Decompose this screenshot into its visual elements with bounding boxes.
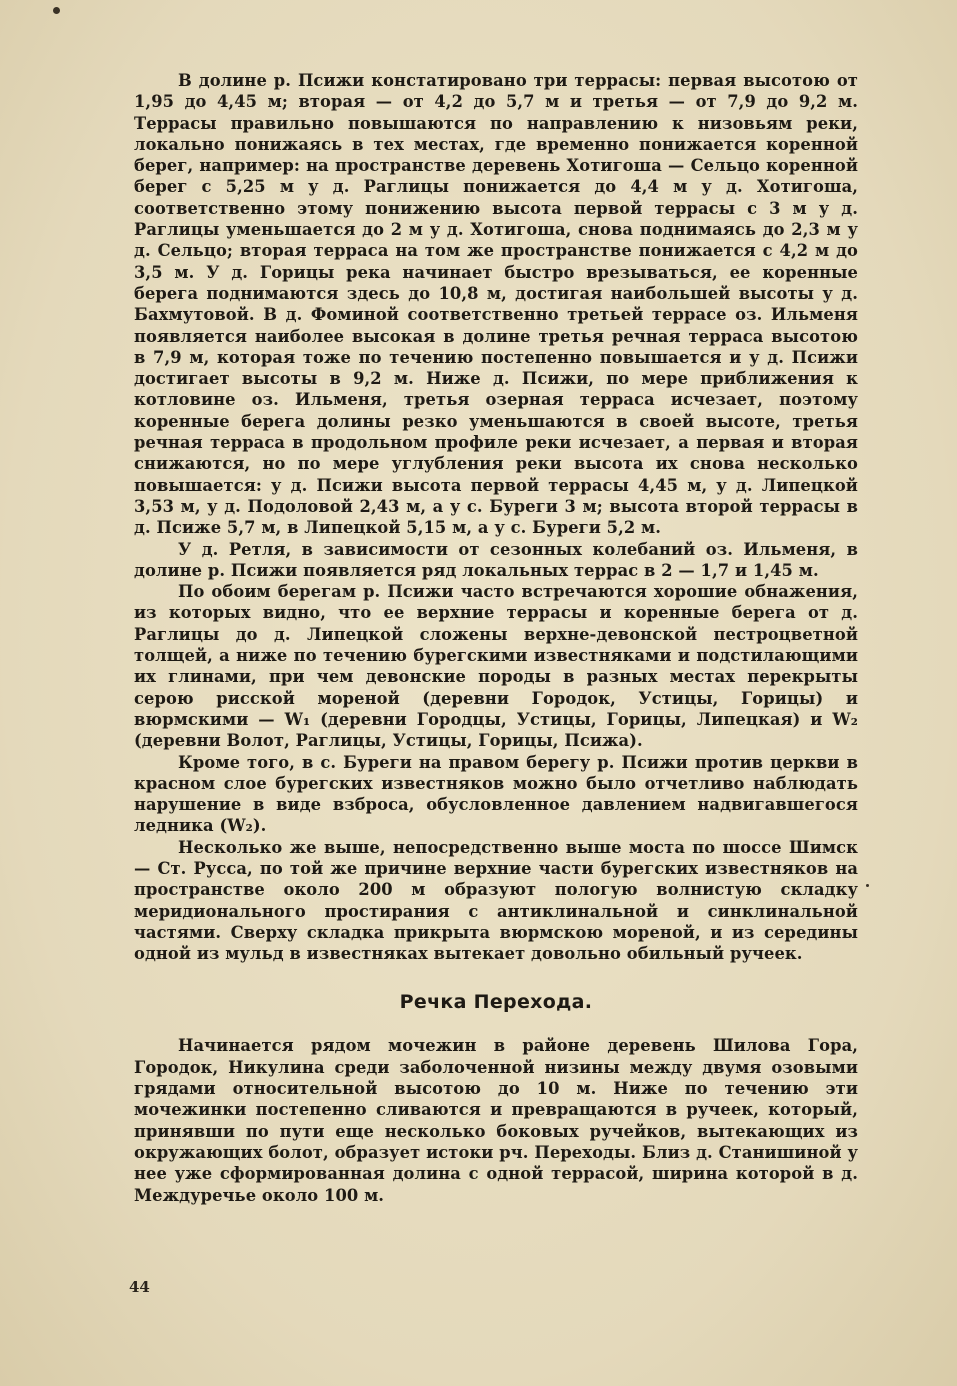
section-heading: Речка Перехода. [399,991,593,1014]
paragraph: Кроме того, в с. Буреги на правом берегу р. Псижи против церкви в красном слое бурегских известняков можно было отчетливо наблюдать нарушение в виде взброса, обусловленное давлением надвигавшегося ледника (W₂). [134,752,858,836]
paragraph: Несколько же выше, непосредственно выше моста по шоссе Шимск — Ст. Русса, по той же причине верхние части бурегских известняков на пространстве около 200 м образуют пологую волнистую складку меридионального простирания с антиклинальной и синклинальной частями. Сверху складка прикрыта вюрмскою мореной, и из середины одной из мульд в известняках вытекает довольно обильный ручеек. [134,837,858,964]
page-number: 44 [129,1278,150,1296]
paper-speck [866,884,869,887]
paragraph: В долине р. Псижи констатировано три террасы: первая высотою от 1,95 до 4,45 м; вторая — от 4,2 до 5,7 м и третья — от 7,9 до 9,2 м. Террасы правильно повышаются по направлению к низовьям реки, локально понижаясь в тех местах, где временно понижается коренной берег, например: на пространстве деревень Хотигоша — Сельцо коренной берег с 5,25 м у д. Раглицы понижается до 4,4 м у д. Хотигоша, соответственно этому понижению высота первой террасы с 3 м у д. Раглицы уменьшается до 2 м у д. Хотигоша, снова поднимаясь до 2,3 м у д. Сельцо; вторая терраса на том же пространстве понижается с 4,2 м до 3,5 м. У д. Горицы река начинает быстро врезываться, ее коренные берега поднимаются здесь до 10,8 м, достигая наибольшей высоты у д. Бахмутовой. В д. Фоминой соответственно третьей террасе оз. Ильменя появляется наиболее высокая в долине третья речная терраса высотою в 7,9 м, которая тоже по течению постепенно повышается и у д. Псижи достигает высоты в 9,2 м. Ниже д. Псижи, по мере приближения к котловине оз. Ильменя, третья озерная терраса исчезает, поэтому коренные берега долины резко уменьшаются в своей высоте, третья речная терраса в продольном профиле реки исчезает, а первая и вторая снижаются, но по мере углубления реки высота их снова несколько повышается: у д. Псижи высота первой террасы 4,45 м, у д. Липецкой 3,53 м, у д. Подоловой 2,43 м, а у с. Буреги 3 м; высота второй террасы в д. Псиже 5,7 м, в Липецкой 5,15 м, а у с. Буреги 5,2 м. [134,71,858,538]
body-text [134,70,858,1206]
paragraph: Начинается рядом мочежин в районе деревень Шилова Гора, Городок, Никулина среди заболоченной низины между двумя озовыми грядами относительной высотою до 10 м. Ниже по течению эти мочежинки постепенно сливаются и превращаются в ручеек, который, принявши по пути еще несколько боковых ручейков, вытекающих из окружающих болот, образует истоки рч. Переходы. Близ д. Станишиной у нее уже сформированная долина с одной террасой, ширина которой в д. Междуречье около 100 м. [134,1036,858,1205]
paper-speck [53,7,60,14]
paragraph: По обоим берегам р. Псижи часто встречаются хорошие обнажения, из которых видно, что ее верхние террасы и коренные берега от д. Раглицы до д. Липецкой сложены верхне-девонской пестроцветной толщей, а ниже по течению бурегскими известняками и подстилающими их глинами, при чем девонские породы в разных местах перекрыты серою рисской мореной (деревни Городок, Устицы, Горицы) и вюрмскими — W₁ (деревни Городцы, Устицы, Горицы, Липецкая) и W₂ (деревни Волот, Раглицы, Устицы, Горицы, Псижа). [134,582,858,751]
paragraph: У д. Ретля, в зависимости от сезонных колебаний оз. Ильменя, в долине р. Псижи появляется ряд локальных террас в 2 — 1,7 и 1,45 м. [134,539,858,580]
